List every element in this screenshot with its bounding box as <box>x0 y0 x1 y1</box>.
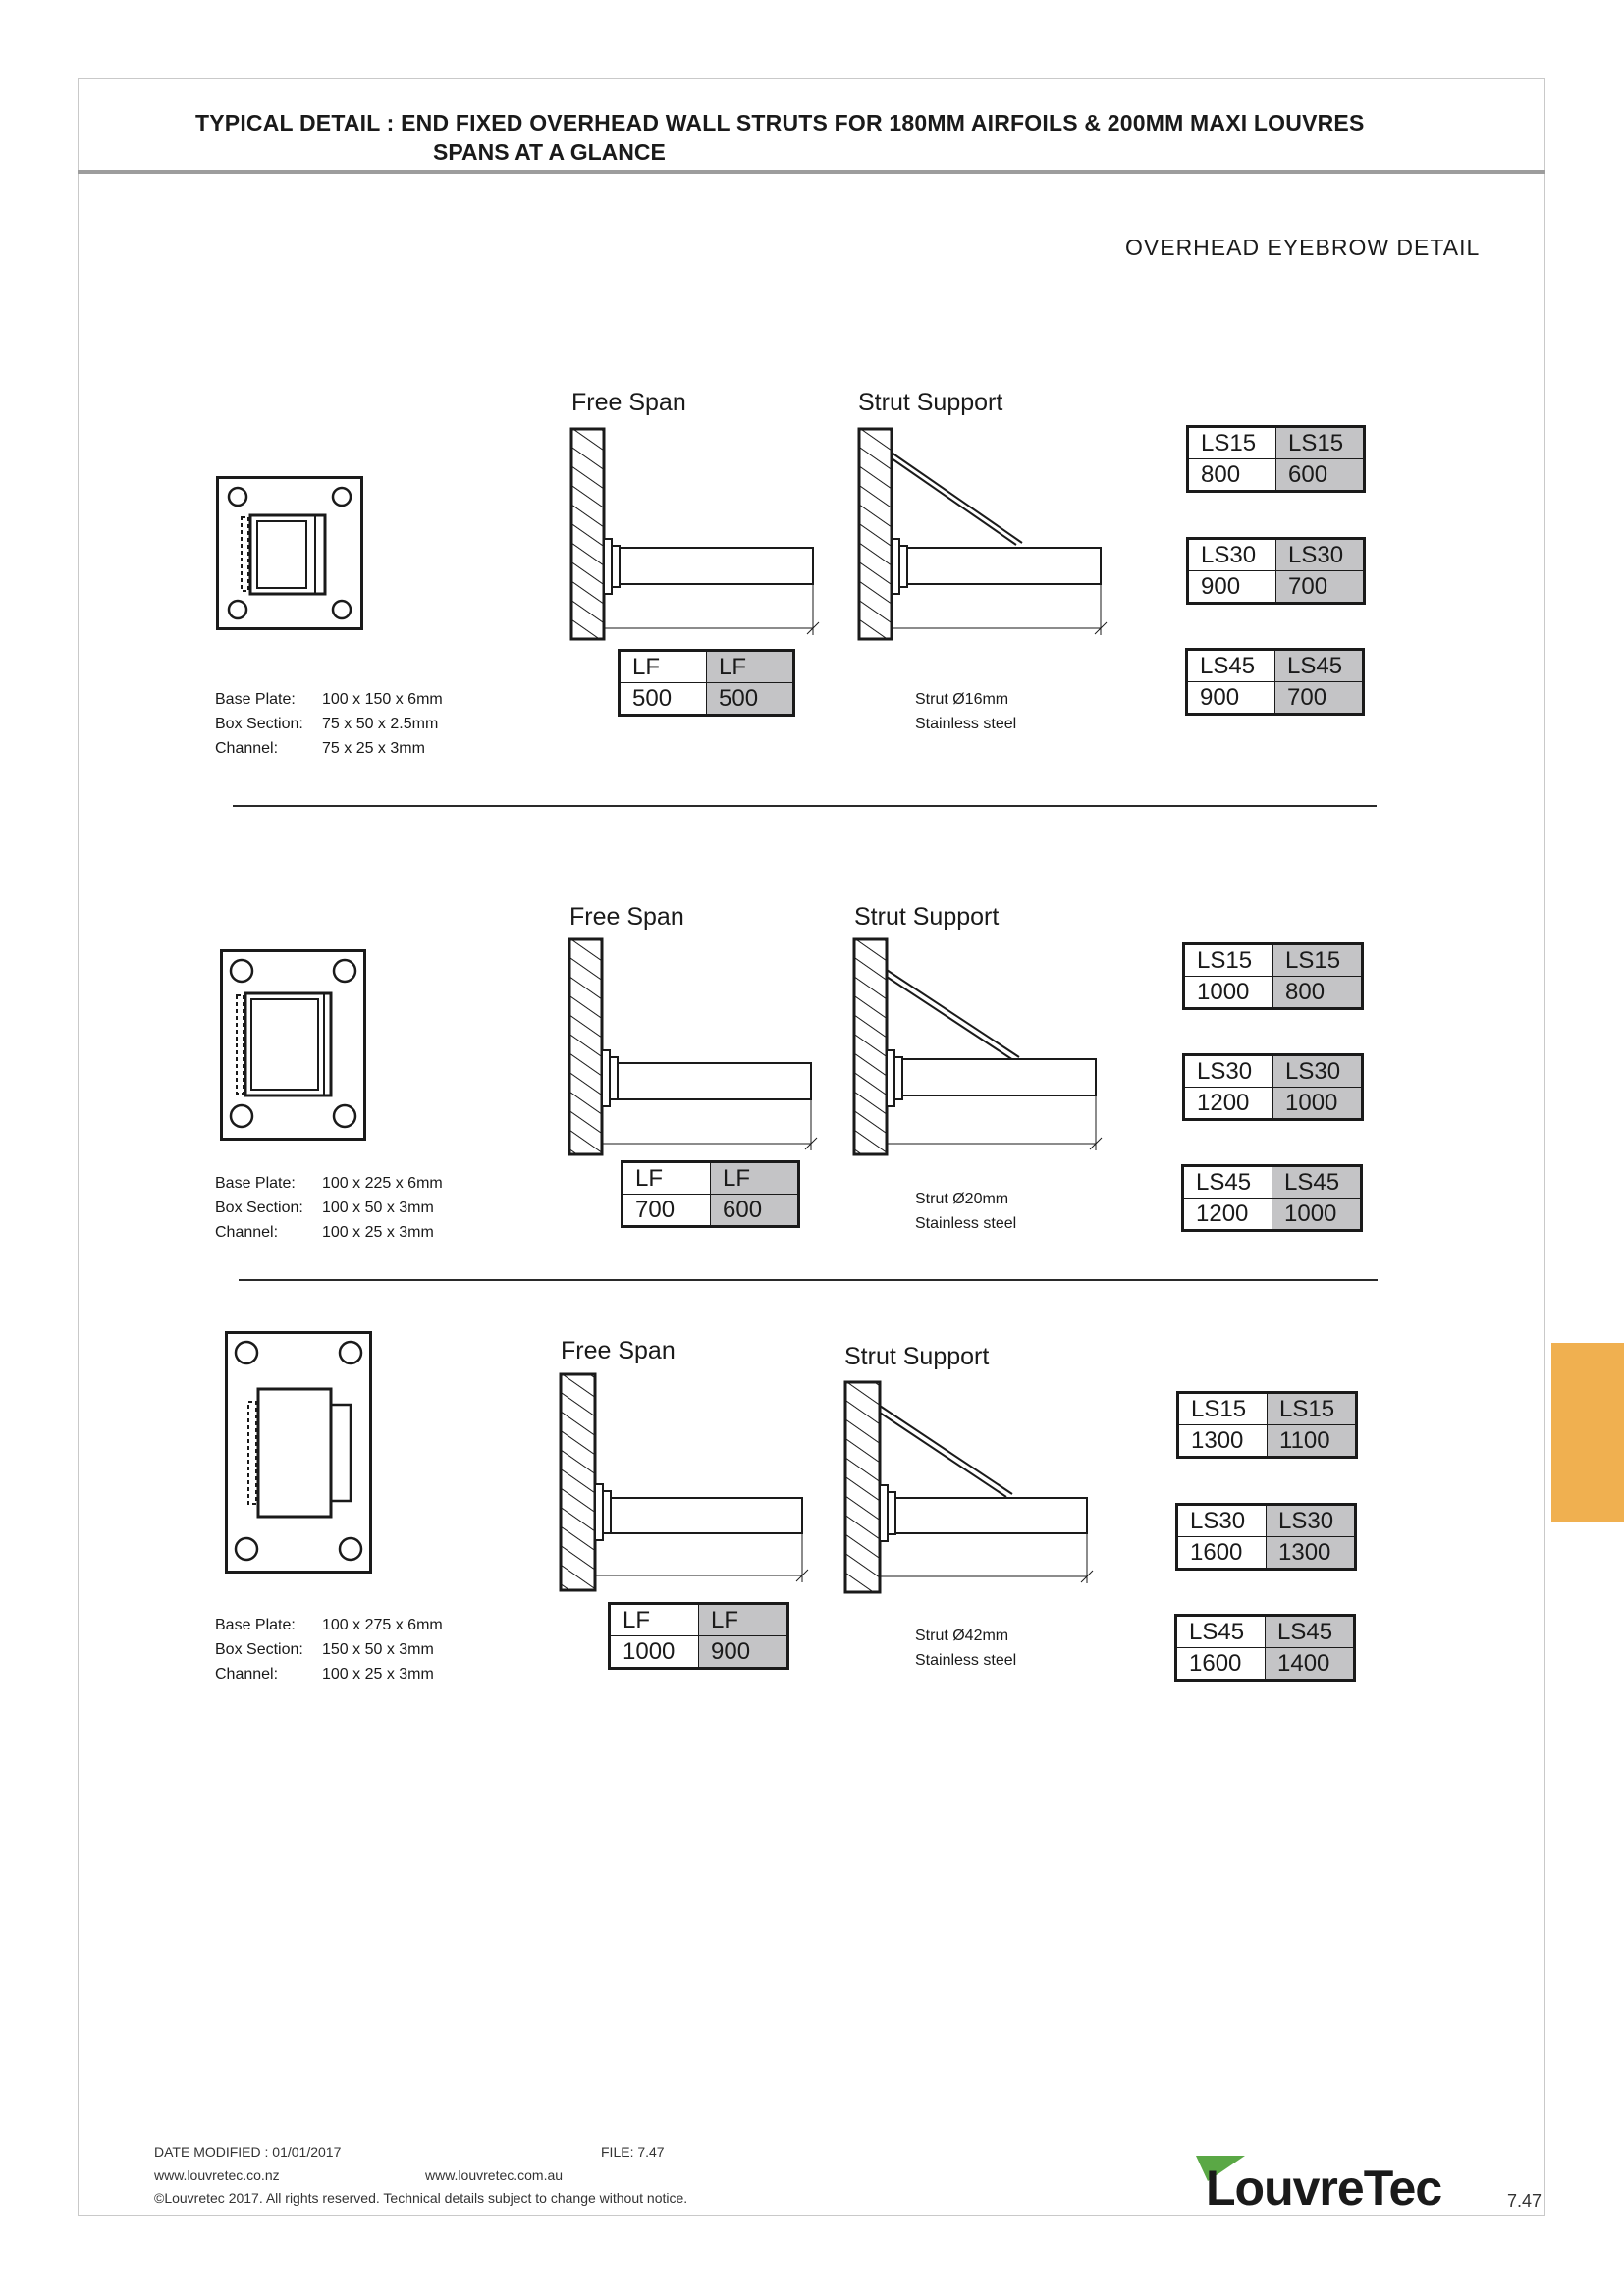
spec-value: 150 x 50 x 3mm <box>322 1641 434 1658</box>
strut-size: Strut Ø42mm <box>915 1628 1009 1644</box>
base-plate-drawing-3 <box>225 1331 372 1574</box>
spec-key: Channel: <box>215 740 279 757</box>
ls-value: 1100 <box>1268 1425 1357 1458</box>
strut-material: Stainless steel <box>915 716 1017 732</box>
page-title: TYPICAL DETAIL : END FIXED OVERHEAD WALL STRUTS FOR 180MM AIRFOILS & 200MM MAXI LOUVRES <box>195 110 1365 135</box>
free-span-drawing-2 <box>568 937 823 1158</box>
ls-value: 1200 <box>1184 1088 1273 1120</box>
lf-value: 600 <box>711 1195 799 1227</box>
ls30-table-2 <box>1182 1053 1364 1121</box>
ls-value: 1400 <box>1266 1648 1355 1681</box>
spec-value: 100 x 225 x 6mm <box>322 1175 443 1192</box>
ls15-table-2 <box>1182 942 1364 1010</box>
ls-value: 600 <box>1276 459 1365 492</box>
spec-key: Box Section: <box>215 1200 303 1216</box>
spec-key: Channel: <box>215 1666 279 1682</box>
strut-support-drawing-2 <box>852 937 1108 1158</box>
ls-header: LS30 <box>1184 1055 1273 1088</box>
spec-key: Base Plate: <box>215 1617 296 1633</box>
ls-header: LS15 <box>1268 1393 1357 1425</box>
lf-header: LF <box>699 1604 788 1636</box>
section-divider <box>239 1279 1378 1281</box>
strut-material: Stainless steel <box>915 1652 1017 1669</box>
ls-header: LS15 <box>1273 944 1363 977</box>
free-span-label-2: Free Span <box>569 903 684 931</box>
spec-value: 100 x 25 x 3mm <box>322 1224 434 1241</box>
strut-size: Strut Ø16mm <box>915 691 1009 708</box>
free-span-label-1: Free Span <box>571 389 686 416</box>
spec-key: Base Plate: <box>215 1175 296 1192</box>
ls-header: LS45 <box>1176 1616 1266 1648</box>
ls-header: LS15 <box>1276 427 1365 459</box>
ls45-table-3 <box>1174 1614 1356 1682</box>
footer-copyright: ©Louvretec 2017. All rights reserved. Technical details subject to change without notice. <box>154 2190 688 2206</box>
lf-value: 900 <box>699 1636 788 1669</box>
detail-label: OVERHEAD EYEBROW DETAIL <box>1125 235 1481 260</box>
strut-support-label-2: Strut Support <box>854 903 1000 931</box>
ls-header: LS30 <box>1267 1505 1356 1537</box>
ls-header: LS45 <box>1272 1166 1362 1199</box>
lf-table-1 <box>618 649 795 717</box>
ls-header: LS45 <box>1266 1616 1355 1648</box>
spec-list-2 <box>215 1171 443 1245</box>
lf-value: 1000 <box>610 1636 699 1669</box>
free-span-label-3: Free Span <box>561 1337 676 1364</box>
spec-value: 75 x 50 x 2.5mm <box>322 716 439 732</box>
footer-date-modified: DATE MODIFIED : 01/01/2017 <box>154 2144 342 2160</box>
lf-header: LF <box>711 1162 799 1195</box>
ls-value: 1000 <box>1273 1088 1363 1120</box>
strut-note-1 <box>915 687 1016 736</box>
ls-value: 1600 <box>1176 1648 1266 1681</box>
ls-value: 800 <box>1188 459 1276 492</box>
ls-header: LS30 <box>1177 1505 1267 1537</box>
ls30-table-1 <box>1186 537 1366 605</box>
footer-url-au[interactable]: www.louvretec.com.au <box>425 2167 564 2183</box>
strut-size: Strut Ø20mm <box>915 1191 1009 1207</box>
lf-header: LF <box>610 1604 699 1636</box>
spec-list-3 <box>215 1613 443 1686</box>
ls-header: LS30 <box>1273 1055 1363 1088</box>
footer-url-nz[interactable]: www.louvretec.co.nz <box>154 2167 280 2183</box>
strut-support-drawing-3 <box>843 1380 1099 1596</box>
ls-value: 700 <box>1276 571 1365 604</box>
spec-list-1 <box>215 687 443 761</box>
lf-value: 500 <box>620 683 707 716</box>
ls-value: 1000 <box>1272 1199 1362 1231</box>
ls-value: 900 <box>1188 571 1276 604</box>
lf-header: LF <box>620 651 707 683</box>
ls45-table-1 <box>1185 648 1365 716</box>
lf-table-2 <box>621 1160 800 1228</box>
ls-value: 800 <box>1273 977 1363 1009</box>
ls-header: LS45 <box>1183 1166 1272 1199</box>
section-tab-marker <box>1551 1343 1624 1522</box>
spec-key: Base Plate: <box>215 691 296 708</box>
ls-value: 1600 <box>1177 1537 1267 1570</box>
spec-value: 100 x 50 x 3mm <box>322 1200 434 1216</box>
brand-logo: LouvreTec <box>1206 2161 1442 2216</box>
spec-value: 75 x 25 x 3mm <box>322 740 425 757</box>
free-span-drawing-3 <box>559 1372 814 1593</box>
strut-support-drawing-1 <box>857 427 1112 643</box>
ls-header: LS15 <box>1178 1393 1268 1425</box>
ls-header: LS30 <box>1276 539 1365 571</box>
spec-value: 100 x 150 x 6mm <box>322 691 443 708</box>
ls-header: LS45 <box>1275 650 1364 682</box>
lf-table-3 <box>608 1602 789 1670</box>
ls15-table-1 <box>1186 425 1366 493</box>
base-plate-drawing-1 <box>216 476 363 630</box>
lf-header: LF <box>623 1162 711 1195</box>
spec-value: 100 x 25 x 3mm <box>322 1666 434 1682</box>
spec-key: Box Section: <box>215 1641 303 1658</box>
ls30-table-3 <box>1175 1503 1357 1571</box>
ls-value: 1300 <box>1267 1537 1356 1570</box>
strut-support-label-3: Strut Support <box>844 1343 990 1370</box>
ls45-table-2 <box>1181 1164 1363 1232</box>
page-number: 7.47 <box>1507 2191 1543 2211</box>
ls-header: LS15 <box>1184 944 1273 977</box>
ls-value: 700 <box>1275 682 1364 715</box>
page-subtitle: SPANS AT A GLANCE <box>433 139 666 165</box>
ls15-table-3 <box>1176 1391 1358 1459</box>
ls-header: LS30 <box>1188 539 1276 571</box>
lf-value: 700 <box>623 1195 711 1227</box>
strut-material: Stainless steel <box>915 1215 1017 1232</box>
lf-header: LF <box>707 651 794 683</box>
spec-value: 100 x 275 x 6mm <box>322 1617 443 1633</box>
strut-note-2 <box>915 1187 1016 1236</box>
strut-support-label-1: Strut Support <box>858 389 1003 416</box>
ls-header: LS45 <box>1187 650 1275 682</box>
header-rule <box>78 170 1545 174</box>
spec-key: Box Section: <box>215 716 303 732</box>
free-span-drawing-1 <box>569 427 825 643</box>
ls-value: 1000 <box>1184 977 1273 1009</box>
footer-file: FILE: 7.47 <box>601 2144 665 2160</box>
strut-note-3 <box>915 1624 1016 1673</box>
section-divider <box>233 805 1377 807</box>
ls-header: LS15 <box>1188 427 1276 459</box>
base-plate-drawing-2 <box>220 949 366 1141</box>
spec-key: Channel: <box>215 1224 279 1241</box>
lf-value: 500 <box>707 683 794 716</box>
ls-value: 1300 <box>1178 1425 1268 1458</box>
ls-value: 900 <box>1187 682 1275 715</box>
ls-value: 1200 <box>1183 1199 1272 1231</box>
